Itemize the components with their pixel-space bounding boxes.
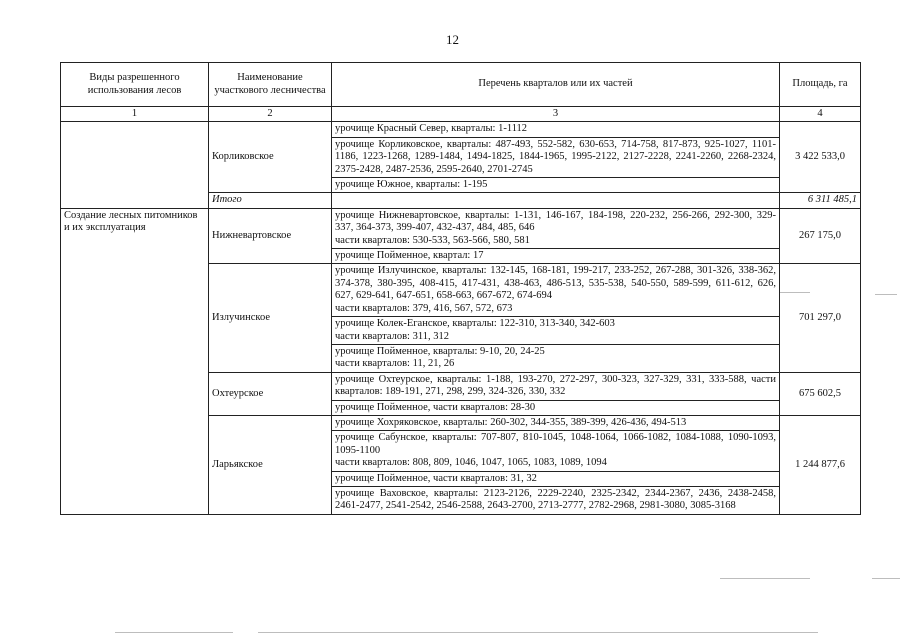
column-number: 4 [780, 107, 861, 122]
scan-artifact [872, 578, 900, 579]
quarters-line: урочище Сабунское, кварталы: 707-807, 810-1045, 1048-1064, 1066-1082, 1084-1088, 1090-1093, 1095-1100 [335, 432, 776, 456]
header-quarters-list: Перечень кварталов или их частей [332, 63, 780, 107]
header-use-type: Виды разрешенного использования лесов [61, 63, 209, 107]
column-number-row [61, 107, 861, 122]
quarters-cell: урочище Ваховское, кварталы: 2123-2126, 2229-2240, 2325-2342, 2344-2367, 2436, 2438-2458, 2461-2477, 2541-2542, 2546-2588, 2643-2700, 2713-2777, 2782-2968, 2981-3080, 3085-3168 [332, 486, 780, 514]
use-type-nurseries: Создание лесных питомников и их эксплуатация [61, 208, 209, 514]
quarters-line: урочище Колек-Еганское, кварталы: 122-310, 313-340, 342-603 [335, 318, 615, 330]
area-laryakskoe: 1 244 877,6 [780, 415, 861, 514]
quarters-line: урочище Излучинское, кварталы: 132-145, 168-181, 199-217, 233-252, 267-288, 301-326, 338-362, 374-378, 380-395, 408-415, 417-431, 438-463, 486-513, 535-538, 540-550, 589-599, 611-612, 626, 627, 629-641, 647-651, 658-663, 667-672, 674-694 [335, 265, 776, 302]
total-empty-cell [332, 193, 780, 208]
area-okhteurskoe: 675 602,5 [780, 372, 861, 415]
quarters-cell: урочище Пойменное, части кварталов: 31, 32 [332, 471, 780, 486]
area-nizhnevartovskoe: 267 175,0 [780, 208, 861, 264]
quarters-cell [332, 317, 780, 345]
quarters-cell: урочище Красный Север, кварталы: 1-1112 [332, 122, 780, 137]
table-header-row [61, 63, 861, 107]
scan-artifact [258, 632, 818, 633]
column-number: 1 [61, 107, 209, 122]
quarters-cell: урочище Пойменное, части кварталов: 28-30 [332, 400, 780, 415]
forestry-korlikovskoe: Корликовское [209, 122, 332, 193]
total-value: 6 311 485,1 [780, 193, 861, 208]
quarters-cell: урочище Южное, кварталы: 1-195 [332, 178, 780, 193]
header-forestry-name: Наименование участкового лесничества [209, 63, 332, 107]
quarters-parts-line: части кварталов: 379, 416, 567, 572, 673 [335, 302, 513, 314]
quarters-cell [332, 208, 780, 248]
quarters-cell: урочище Пойменное, квартал: 17 [332, 249, 780, 264]
column-number: 3 [332, 107, 780, 122]
quarters-line: урочище Нижневартовское, кварталы: 1-131, 146-167, 184-198, 220-232, 256-266, 292-300, 329-337, 364-373, 399-407, 432-437, 484, 485, 646 [335, 209, 776, 234]
quarters-parts-line: части кварталов: 808, 809, 1046, 1047, 1065, 1083, 1089, 1094 [335, 457, 607, 469]
scan-artifact [720, 578, 810, 579]
area-korlikovskoe: 3 422 533,0 [780, 122, 861, 193]
quarters-cell [332, 264, 780, 317]
forestry-okhteurskoe: Охтеурское [209, 372, 332, 415]
quarters-parts-line: части кварталов: 311, 312 [335, 330, 449, 342]
quarters-parts-line: части кварталов: 11, 21, 26 [335, 358, 455, 370]
scan-artifact [115, 632, 233, 633]
forestry-izluchinskoe: Излучинское [209, 264, 332, 372]
quarters-parts-line: части кварталов: 530-533, 563-566, 580, 581 [335, 234, 530, 246]
quarters-line: урочище Пойменное, кварталы: 9-10, 20, 24-25 [335, 345, 545, 357]
forest-use-table [60, 62, 861, 515]
quarters-cell: урочище Охтеурское, кварталы: 1-188, 193-270, 272-297, 300-323, 327-329, 331, 333-588, части кварталов: 189-191, 271, 298, 299, 324-326, 330, 332 [332, 372, 780, 400]
total-label: Итого [209, 193, 332, 208]
area-izluchinskoe: 701 297,0 [780, 264, 861, 372]
use-type-cell-empty [61, 122, 209, 208]
forestry-nizhnevartovskoe: Нижневартовское [209, 208, 332, 264]
quarters-cell [332, 431, 780, 471]
header-area: Площадь, га [780, 63, 861, 107]
scan-artifact [875, 294, 897, 295]
forestry-laryakskoe: Ларьякское [209, 415, 332, 514]
quarters-cell: урочище Корликовское, кварталы: 487-493, 552-582, 630-653, 714-758, 817-873, 925-1027, 1101-1186, 1223-1268, 1289-1484, 1494-1825, 1844-1965, 1995-2122, 2127-2228, 2241-2260, 2268-2324, 2375-2428, 2487-2536, 2595-2640, 2701-2745 [332, 137, 780, 177]
table-row [61, 122, 861, 137]
quarters-cell [332, 344, 780, 372]
scan-artifact [780, 292, 810, 293]
column-number: 2 [209, 107, 332, 122]
quarters-cell: урочище Хохряковское, кварталы: 260-302, 344-355, 389-399, 426-436, 494-513 [332, 415, 780, 430]
page-number: 12 [446, 32, 459, 47]
table-row [61, 208, 861, 248]
